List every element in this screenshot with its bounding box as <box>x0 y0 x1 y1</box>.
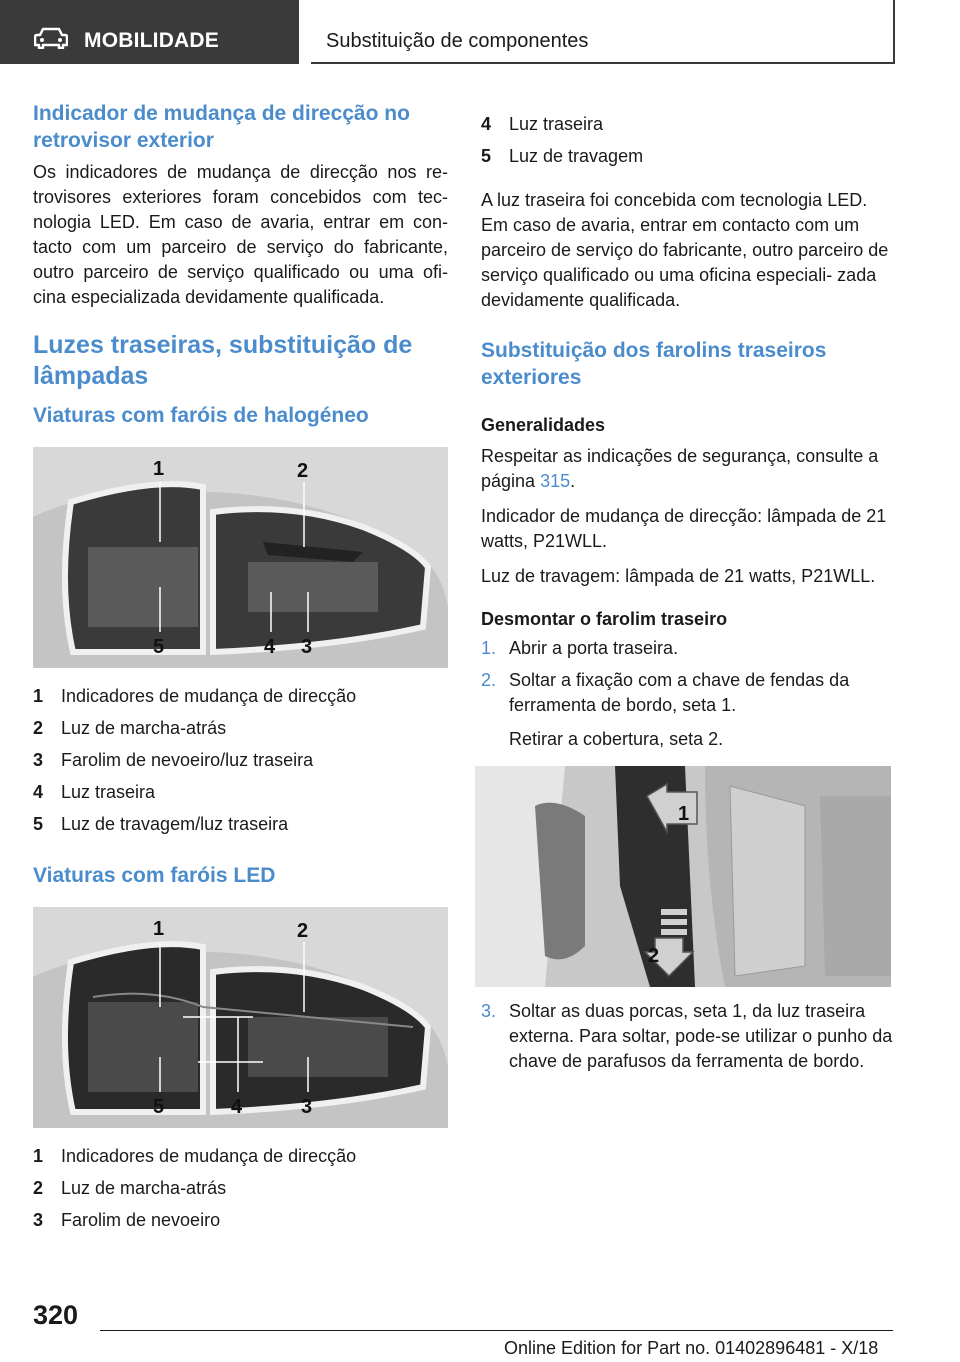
legend-text: Luz traseira <box>509 114 604 134</box>
chapter-title: Substituição de componentes <box>326 30 589 52</box>
step-text: Soltar a fixação com a chave de fendas da ferramenta de bordo, seta 1. <box>509 670 850 715</box>
callout-label: 1 <box>153 458 165 480</box>
dismount-heading: Desmontar o farolim traseiro <box>481 609 728 629</box>
legend-item <box>33 744 448 776</box>
legend-item <box>33 1140 448 1172</box>
safety-text: Respeitar as indicações de segurança, consulte a página <box>481 446 879 491</box>
brake-bulb-text: Luz de travagem: lâmpada de 21 watts, P21WLL. <box>481 566 876 586</box>
step-extra-text: Retirar a cobertura, seta 2. <box>509 729 724 749</box>
legend-number: 3 <box>33 750 44 770</box>
replace-taillights-heading: Substituição dos farolins traseiros exteriores <box>481 339 827 389</box>
legend-item <box>33 1172 448 1204</box>
legend-text: Luz de travagem/luz traseira <box>61 814 289 834</box>
legend-text: Luz de marcha-atrás <box>61 718 227 738</box>
legend-text: Luz de travagem <box>509 146 644 166</box>
callout-label: 4 <box>264 636 276 658</box>
legend-item <box>33 680 448 712</box>
led-description: A luz traseira foi concebida com tecnologia LED. Em caso de avaria, entrar em contacto com um parceiro de serviço do fabricante, outro parceiro de serviço qualificado ou uma oficina especiali- zada devidamente qualificada. <box>481 190 889 310</box>
step-item <box>481 668 896 752</box>
legend-text: Indicadores de mudança de direcção <box>61 686 357 706</box>
legend-item <box>481 108 896 140</box>
halogen-legend <box>33 680 448 840</box>
callout-label: 2 <box>297 460 309 482</box>
section-label: MOBILIDADE <box>84 29 219 52</box>
legend-number: 2 <box>33 718 44 738</box>
indicator-bulb-text: Indicador de mudança de direcção: lâmpada de 21 watts, P21WLL. <box>481 506 887 551</box>
led-heading: Viaturas com faróis LED <box>33 864 276 887</box>
legend-number: 2 <box>33 1178 44 1198</box>
step-number: 2. <box>481 670 497 690</box>
legend-item <box>33 1204 448 1236</box>
led-taillight-figure <box>33 907 448 1128</box>
step-number: 1. <box>481 638 497 658</box>
legend-text: Indicadores de mudança de direcção <box>61 1146 357 1166</box>
callout-label: 1 <box>153 918 165 940</box>
callout-label: 5 <box>153 636 165 658</box>
callout-label: 5 <box>153 1096 165 1118</box>
step-text: Soltar as duas porcas, seta 1, da luz traseira externa. Para soltar, pode-se utilizar o punho da chave de parafusos da ferramenta de bordo. <box>509 1001 893 1071</box>
step-body <box>509 668 894 752</box>
dismount-steps <box>481 636 896 752</box>
callout-label: 1 <box>678 803 690 825</box>
legend-number: 5 <box>481 146 492 166</box>
led-legend <box>33 1140 448 1236</box>
safety-end: . <box>570 471 576 491</box>
chapter-header <box>311 0 895 64</box>
legend-text: Luz de marcha-atrás <box>61 1178 227 1198</box>
step-number: 3. <box>481 1001 497 1021</box>
step-item <box>481 636 896 661</box>
legend-number: 1 <box>33 686 44 706</box>
right-column <box>481 108 896 1081</box>
mirror-indicator-text: Os indicadores de mudança de direcção nos re- trovisores exteriores foram concebidos com tec- nologia LED. Em caso de avaria, entrar em con- tacto com um parceiro de serviço do fabricante, outro parceiro de serviço qualificado ou uma ofi- cina especializada devidamente qualificada. <box>33 162 448 307</box>
legend-number: 4 <box>33 782 44 802</box>
dismount-steps-continued <box>481 999 896 1074</box>
legend-item <box>33 776 448 808</box>
halogen-heading: Viaturas com faróis de halogéneo <box>33 404 369 427</box>
halogen-taillight-figure <box>33 447 448 668</box>
page-reference-link[interactable]: 315 <box>540 471 571 491</box>
legend-number: 4 <box>481 114 492 134</box>
legend-item <box>481 140 896 172</box>
legend-text: Luz traseira <box>61 782 156 802</box>
step-item <box>481 999 896 1074</box>
callout-label: 2 <box>648 945 660 967</box>
taillight-removal-figure <box>475 766 891 987</box>
led-legend-continued <box>481 108 896 172</box>
legend-number: 1 <box>33 1146 44 1166</box>
callout-label: 3 <box>301 636 313 658</box>
car-icon <box>34 27 68 49</box>
callout-label: 2 <box>297 920 309 942</box>
mirror-indicator-heading: Indicador de mudança de direcção no retrovisor exterior <box>33 102 410 152</box>
general-heading: Generalidades <box>481 415 606 435</box>
page-number: 320 <box>33 1300 79 1330</box>
legend-text: Farolim de nevoeiro/luz traseira <box>61 750 314 770</box>
left-column <box>33 100 448 1236</box>
callout-label: 3 <box>301 1096 313 1118</box>
edition-note: Online Edition for Part no. 01402896481 - X/18 <box>504 1338 879 1358</box>
safety-note <box>481 444 896 494</box>
footer-divider <box>100 1330 893 1331</box>
legend-item <box>33 808 448 840</box>
legend-number: 3 <box>33 1210 44 1230</box>
legend-number: 5 <box>33 814 44 834</box>
section-tab <box>0 0 299 64</box>
callout-label: 4 <box>231 1096 243 1118</box>
step-text: Abrir a porta traseira. <box>509 638 679 658</box>
rear-lights-heading: Luzes traseiras, substituição de lâmpadas <box>33 331 413 390</box>
legend-text: Farolim de nevoeiro <box>61 1210 221 1230</box>
legend-item <box>33 712 448 744</box>
